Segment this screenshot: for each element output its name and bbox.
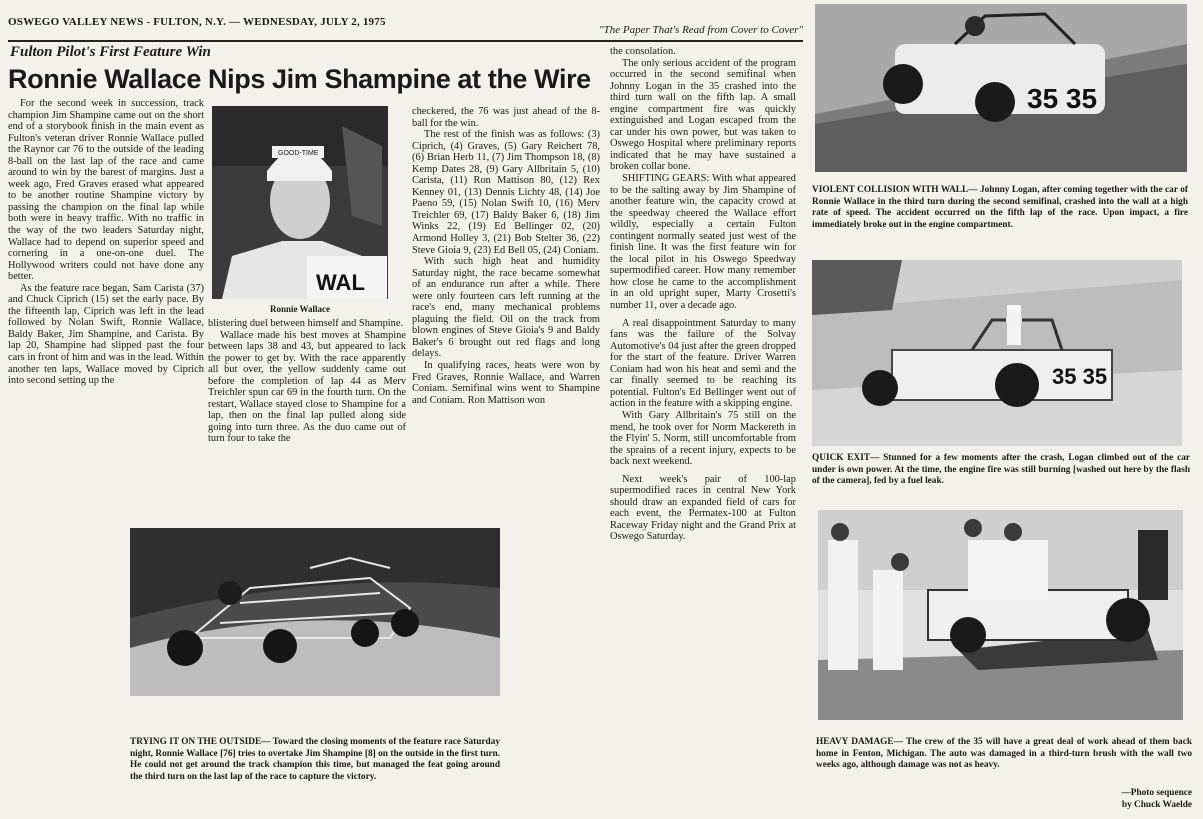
photo-credit-line2: by Chuck Waelde — [1121, 800, 1192, 810]
collision-photo — [815, 4, 1187, 172]
paragraph: With Gary Allbritain's 75 still on the mend, he took over for Norm Mackereth in the Flyin' 5. Norm, still uncomfortable from the sprains of a recent injury, expects to be back next weekend. — [610, 409, 796, 468]
collision-car-number: 35 35 — [1027, 83, 1098, 114]
headline: Ronnie Wallace Nips Jim Shampine at the Wire — [8, 64, 591, 94]
paragraph: For the second week in succession, track champion Jim Shampine came out on the short end of a storybook finish in the main event as Fulton's veteran driver Ronnie Wallace pulled the Raynor car 76 to the outside of the leading 8-ball on the last lap of the race and came around to win by the barest of margins. Just a week ago, Fred Graves erased what appeared to be another routine Shampine victory by passing the champion on the final lap while both were in heavy traffic. With no traffic in the way of the two leaders Saturday night, Wallace had to depend on superior speed and cornering in a one-on-one duel. The Hollywood writers could not have done any better. — [8, 98, 204, 283]
paragraph: With such high heat and humidity Saturday night, the race became somewhat of an endurance run after a while. There were only fourteen cars left running at the race's end, many mechanical problems plaguing the field. Oil on the track from blown engines of Steve Gioia's 9 and Baldy Baker's 6 brought out red flags and long delays. — [412, 256, 600, 360]
masthead-dateline: OSWEGO VALLEY NEWS - FULTON, N.Y. — WEDNESDAY, JULY 2, 1975 — [8, 16, 386, 28]
portrait-sign-text: WAL — [316, 270, 365, 295]
paragraph: Next week's pair of 100-lap supermodified races in central New York should draw an expanded field of cars for each event, the Permatex-100 at Fulton Raceway Friday night and the Grand Prix at Oswego Saturday. — [610, 473, 796, 543]
paragraph: the consolation. — [610, 46, 676, 57]
portrait-helmet-text: GOOD-TIME — [278, 150, 319, 157]
paragraph: Wallace made his best moves at Shampine between laps 38 and 43, but appeared to lack the power to get by. With the race apparently all but over, the yellow suddenly came out before the completion of lap 44 as Merv Treichler spun car 69 in the fourth turn. On the restart, Wallace stayed close to Shampine for a lap, then on the final lap pulled along side going into turn three. As the duo came out of turn four to take the — [208, 329, 406, 445]
paragraph: SHIFTING GEARS: With what appeared to be the salting away by Jim Shampine of another feature win, the capacity crowd at the speedway cheered the Wallace effort wildly, especially a certain Fulton contingent normally seated just west of the finish line. It was the first feature win for the local pilot in his Oswego Speedway supermodified career. How many remember how close he came to the accomplishment in an old upright super, Marty Crosetti's number 11, over a decade ago. — [610, 173, 796, 312]
paragraph: checkered, the 76 was just ahead of the 8-ball for the win. — [412, 106, 600, 129]
quick-exit-car-number: 35 35 — [1052, 364, 1108, 389]
paragraph: The only serious accident of the program occurred in the second semifinal when Johnny Logan in the 35 crashed into the third turn wall on the fifth lap. A small engine compartment fire was quickly extinguished and Logan escaped from the car under his own power, but was taken to Oswego Hospital where preliminary reports indicated that he may have sustained a broken collar bone. — [610, 57, 796, 173]
article-column-2 — [208, 318, 406, 445]
quick-exit-photo — [812, 260, 1182, 446]
masthead-rule — [8, 40, 803, 42]
outside-pass-photo — [130, 528, 500, 696]
heavy-damage-photo — [818, 510, 1183, 720]
portrait-caption: Ronnie Wallace — [269, 304, 331, 314]
paragraph: blistering duel between himself and Shampine. — [208, 318, 404, 329]
paragraph: The rest of the finish was as follows: (3) Ciprich, (4) Graves, (5) Gary Reichert 78, (6) Brian Herb 11, (7) Jim Thompson 18, (8) Kemp Dates 28, (9) Gary Allbritain 5, (10) Carista, (11) Ron Mattison 80, (12) Rex Kenney 01, (13) Dennis Lichty 48, (14) Joe Paeno 59, (15) Nolan Swift 10, (16) Merv Treichler 69, (17) Baldy Baker 6, (18) Jim Winks 22, (19) Ed Bellinger 02, (20) Armond Holley 3, (21) Bob Stelter 36, (22) Steve Gioia 9, (23) Ed Bell 05, (24) Coniam. — [412, 129, 600, 256]
masthead — [8, 6, 803, 38]
kicker: Fulton Pilot's First Feature Win — [10, 44, 211, 60]
portrait-photo — [212, 106, 388, 299]
heavy-damage-caption: HEAVY DAMAGE— The crew of the 35 will have a great deal of work ahead of them back home in Fenton, Michigan. The auto was damaged in a third-turn brush with the wall two weeks ago, although damage was not as heavy. — [816, 737, 1192, 770]
paragraph: In qualifying races, heats were won by Fred Graves, Ronnie Wallace, and Warren Coniam. Semifinal wins went to Shampine and Coniam. Ron Mattison won — [412, 360, 600, 406]
photo-credit — [1020, 787, 1192, 811]
photo-credit-line1: —Photo sequence — [1121, 788, 1192, 798]
masthead-slogan: "The Paper That's Read from Cover to Cover" — [599, 24, 803, 36]
article-column-1 — [8, 98, 204, 387]
quick-exit-caption: QUICK EXIT— Stunned for a few moments after the crash, Logan climbed out of the car under is own power. At the time, the engine fire was still burning [washed out here by the flash of the camera], fed by a fuel leak. — [812, 453, 1190, 486]
paragraph: As the feature race began, Sam Carista (37) and Chuck Ciprich (15) set the early pace. By the fifteenth lap, Ciprich was left in the lead followed by Nolan Swift, Ronnie Wallace, Baldy Baker, Jim Shampine, and Carista. By lap 20, Shampine had slipped past the four cars in front of him and was in the lead. Within another ten laps, Wallace moved by Ciprich into second setting up the — [8, 282, 204, 387]
outside-pass-caption: TRYING IT ON THE OUTSIDE— Toward the closing moments of the feature race Saturday night, Ronnie Wallace [76] tries to overtake Jim Shampine [8] on the outside in the first turn. He could not get around the track champion this time, but managed the feat going around the third turn on the last lap of the race to capture the victory. — [130, 737, 500, 782]
article-column-3 — [412, 106, 600, 406]
paragraph: A real disappointment Saturday to many fans was the failure of the Solvay Automotive's 04 just after the green dropped for the start of the feature. Driver Warren Coniam had won his heat and semi and the car finally seemed to be reaching its potential. Fulton's Ed Bellinger went out of action in the feature with a skipping engine. — [610, 317, 796, 410]
collision-caption: VIOLENT COLLISION WITH WALL— Johnny Logan, after coming together with the car of Ronnie Wallace in the third turn during the second semifinal, crashed into the wall at a high rate of speed. The accident occurred on the fifth lap of the race. Upon impact, a fire immediately broke out in the engine compartment. — [812, 185, 1188, 230]
article-column-4 — [610, 46, 796, 543]
